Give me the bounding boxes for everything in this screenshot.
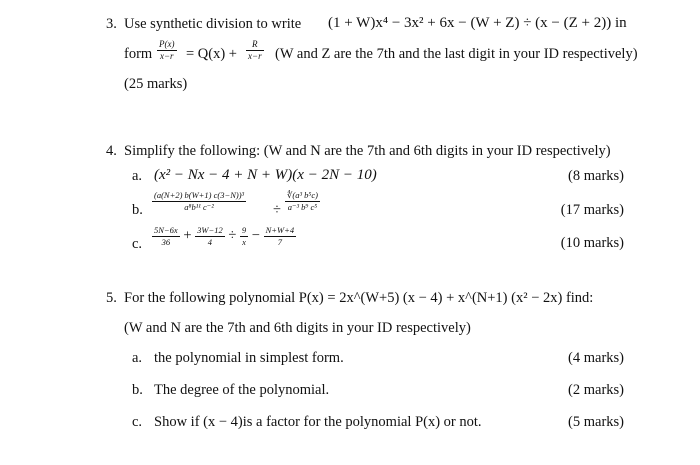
- q3-number: 3.: [106, 16, 117, 32]
- q4b-divide: ÷: [273, 202, 281, 218]
- q4c-marks: (10 marks): [560, 235, 624, 251]
- q3-id-note: (W and Z are the 7th and the last digit in your ID respectively): [275, 46, 638, 62]
- q4c-op-minus: −: [251, 227, 260, 244]
- q4a-label: a.: [132, 168, 143, 184]
- q5a-label: a.: [132, 350, 143, 366]
- q4a-marks: (8 marks): [568, 168, 624, 184]
- q3-line1-expression: (1 + W)x⁴ − 3x² + 6x − (W + Z) ÷ (x − (Z + 2)) in: [328, 15, 627, 31]
- q4a-expression: (x² − Nx − 4 + N + W)(x − 2N − 10): [154, 167, 377, 183]
- q3-r-numerator: R: [246, 40, 264, 51]
- q5a-text: the polynomial in simplest form.: [154, 350, 344, 366]
- q4c-f2-den: 4: [207, 236, 213, 247]
- q3-r-denominator: x−r: [248, 51, 262, 61]
- q4c-f3-den: x: [242, 236, 246, 247]
- q3-line1-prefix: Use synthetic division to write: [124, 16, 302, 32]
- q4c-expression: [152, 226, 296, 246]
- q5-number: 5.: [106, 290, 117, 306]
- q4c-f3-num: 9: [241, 225, 247, 235]
- q5b-text: The degree of the polynomial.: [154, 382, 330, 398]
- q4-instruction: Simplify the following: (W and N are the 7th and 6th digits in your ID respectively): [124, 143, 611, 159]
- q5c-marks: (5 marks): [568, 414, 624, 430]
- q5-instruction: For the following polynomial P(x) = 2x^(W+5) (x − 4) + x^(N+1) (x² − 2x) find:: [124, 290, 594, 306]
- q4c-f1-den: 36: [161, 236, 171, 247]
- q5b-label: b.: [132, 382, 143, 398]
- q4b-marks: (17 marks): [560, 202, 624, 218]
- q4c-f4-num: N+W+4: [265, 225, 295, 235]
- q3-equation-middle: = Q(x) +: [186, 46, 237, 62]
- q4-number: 4.: [106, 143, 117, 159]
- q3-marks: (25 marks): [124, 76, 188, 92]
- q3-form-label: form: [124, 46, 153, 62]
- q3-frac-denominator: x−r: [159, 51, 174, 61]
- q4c-f1-num: 5N−6x: [154, 225, 178, 235]
- q5a-marks: (4 marks): [568, 350, 624, 366]
- q5b-marks: (2 marks): [568, 382, 624, 398]
- q4b-numerator-1: (a(N+2) b(W+1) c(3−N))³: [154, 190, 245, 200]
- q5-id-note: (W and N are the 7th and 6th digits in your ID respectively): [124, 320, 471, 336]
- q4c-op-divide: ÷: [228, 227, 237, 244]
- q4b-denominator-2: a⁻³ b⁹ c⁵: [287, 201, 318, 212]
- q4c-label: c.: [132, 236, 143, 252]
- q5c-text: Show if (x − 4)is a factor for the polynomial P(x) or not.: [154, 414, 482, 430]
- q3-fraction-r-over-xr: [246, 40, 264, 61]
- q4b-fraction-2: [285, 191, 320, 211]
- q4b-fraction-1: [152, 191, 246, 211]
- q4c-f2-num: 3W−12: [197, 225, 223, 235]
- q3-fraction-p-over-xr: [157, 40, 177, 61]
- q5c-label: c.: [132, 414, 143, 430]
- q4b-denominator-1: a⁸b¹¹ c⁻²: [184, 201, 214, 212]
- q4c-op-plus: +: [183, 227, 192, 244]
- q3-frac-numerator: P(x): [159, 39, 175, 49]
- q4b-label: b.: [132, 202, 143, 218]
- q4b-numerator-2: ∜(a³ b⁵c): [287, 190, 318, 200]
- q4c-f4-den: 7: [277, 236, 282, 247]
